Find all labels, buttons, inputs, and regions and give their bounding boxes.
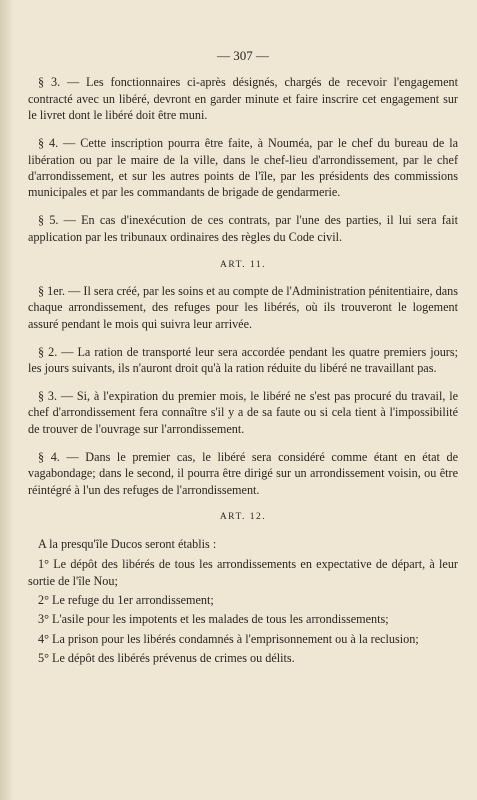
list-item: 2° Le refuge du 1er arrondissement; (38, 593, 214, 608)
article-heading: ART. 11. (220, 259, 266, 270)
list-item: 1° Le dépôt des libérés de tous les arrondissements en expectative de départ, à leur sortie de l'île Nou; (28, 557, 458, 588)
paragraph: § 4. — Dans le premier cas, le libéré sera considéré comme étant en état de vagabondage; dans le second, il pourra être dirigé sur un arrondissement voisin, ou être réintégré à l'un des refuges de l'arrondissement. (28, 449, 458, 497)
page-number: — 307 — (217, 48, 269, 63)
paragraph: § 2. — La ration de transporté leur sera accordée pendant les quatre premiers jours; les jours suivants, ils n'auront droit qu'à la ration réduite du libéré ne travaillant pas. (28, 344, 458, 376)
list-item: 3° L'asile pour les impotents et les malades de tous les arrondissements; (38, 612, 389, 627)
text-body (28, 48, 458, 670)
paragraph: § 1er. — Il sera créé, par les soins et au compte de l'Administration pénitentiaire, dans chaque arrondissement, des refuges pour les libérés, où ils trouveront le logement assuré pendant le mois qui suivra leur arrivée. (28, 283, 458, 331)
paragraph: § 4. — Cette inscription pourra être faite, à Nouméa, par le chef du bureau de la libération ou par le maire de la ville, dans le chef-lieu d'arrondissement, par le chef d'arrondissement, et sur les autres points de l'île, par les présidents des commissions municipales et par les commandants de brigade de gendarmerie. (28, 136, 458, 200)
paragraph: § 3. — Les fonctionnaires ci-après désignés, chargés de recevoir l'engagement contracté avec un libéré, devront en garder minute et faire inscrire cet engagement sur le livret dont le libéré doit être muni. (28, 75, 458, 123)
page-edge-shadow (0, 0, 14, 800)
article-heading: ART. 12. (219, 512, 267, 523)
paragraph: § 5. — En cas d'inexécution de ces contrats, par l'une des parties, il lui sera fait application par les tribunaux ordinaires des règles du Code civil. (28, 213, 458, 244)
paragraph: § 3. — Si, à l'expiration du premier mois, le libéré ne s'est pas procuré du travail, le chef d'arrondissement fera connaître s'il y a de sa faute ou si cela tient à l'impossibilité de trouver de l'ouvrage sur l'arrondissement. (28, 389, 458, 436)
list-item: 4° La prison pour les libérés condamnés à l'emprisonnement ou à la reclusion; (38, 631, 419, 646)
list-item: 5° Le dépôt des libérés prévenus de crimes ou délits. (38, 651, 295, 666)
establishment-list (28, 556, 458, 666)
list-intro: A la presqu'île Ducos seront établis : (38, 536, 217, 551)
